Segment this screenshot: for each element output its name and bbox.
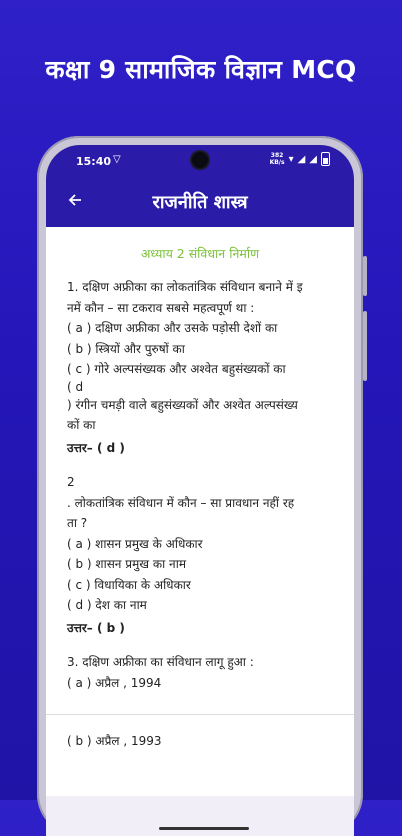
question-list: [46, 277, 354, 693]
option-text: ( d ) देश का नाम: [67, 598, 147, 612]
question-text: ता ?: [67, 516, 88, 530]
option-text: ( a ) दक्षिण अफ्रीका और उसके पड़ोसी देशों का: [67, 321, 278, 335]
option-text: ) रंगीन चमड़ी वाले बहुसंख्यकों और अश्वेत अल्पसंख्य: [67, 397, 298, 412]
mcq-content[interactable]: [46, 227, 354, 836]
signal-icon: ◢: [297, 153, 306, 165]
signal-icon-2: ◢: [309, 153, 317, 165]
option-text: ( c ) विधायिका के अधिकार: [67, 577, 191, 592]
status-time: 15:40: [76, 155, 112, 168]
question-item: [67, 277, 334, 458]
option-text: ( a ) शासन प्रमुख के अधिकार: [67, 536, 203, 551]
phone-frame: [37, 136, 363, 836]
option-text: ( a ) अप्रैल , 1994: [67, 675, 162, 690]
page-title: राजनीति शास्त्र: [152, 192, 248, 213]
option-text: कों का: [67, 418, 96, 432]
question-text: नमें कौन – सा टकराव सबसे महत्वपूर्ण था :: [67, 300, 255, 315]
answer-text: उत्तर– ( b ): [67, 620, 125, 635]
chapter-heading: अध्याय 2 संविधान निर्माण: [140, 246, 260, 261]
answer-text: उत्तर– ( d ): [67, 440, 125, 455]
question-text: 3. दक्षिण अफ्रीका का संविधान लागू हुआ :: [67, 655, 254, 669]
question-text: 2: [67, 475, 75, 489]
battery-icon: [321, 152, 330, 166]
phone-volume-button: [363, 311, 367, 381]
network-speed: 382 KB/s: [269, 152, 285, 166]
option-text: ( c ) गोरे अल्पसंख्यक और अश्वेत बहुसंख्यकों का: [67, 362, 286, 376]
promo-banner-title: कक्षा 9 सामाजिक विज्ञान MCQ: [45, 55, 357, 84]
bottom-area: [46, 796, 354, 836]
phone-screen: [46, 145, 354, 836]
home-indicator[interactable]: [159, 827, 249, 830]
app-bar: [46, 177, 354, 227]
option-text: ( d: [67, 379, 84, 394]
question-item: [67, 652, 334, 693]
option-text: ( b ) शासन प्रमुख का नाम: [67, 557, 186, 571]
option-text: ( b ) स्त्रियों और पुरुषों का: [67, 341, 185, 356]
shield-icon: ▽: [113, 154, 121, 165]
phone-side-button: [363, 256, 367, 296]
status-bar: [46, 145, 354, 177]
front-camera: [192, 152, 208, 168]
wifi-icon: ▾: [288, 153, 294, 165]
question-text: 1. दक्षिण अफ्रीका का लोकतांत्रिक संविधान बनाने में इ: [67, 280, 303, 294]
back-arrow-icon[interactable]: [62, 189, 88, 215]
question-text: . लोकतांत्रिक संविधान में कौन – सा प्रावधान नहीं रह: [67, 495, 295, 510]
status-icons: [270, 152, 330, 166]
section-divider: [46, 714, 354, 715]
option-text: ( b ) अप्रैल , 1993: [67, 734, 162, 748]
question-item: [67, 472, 334, 638]
